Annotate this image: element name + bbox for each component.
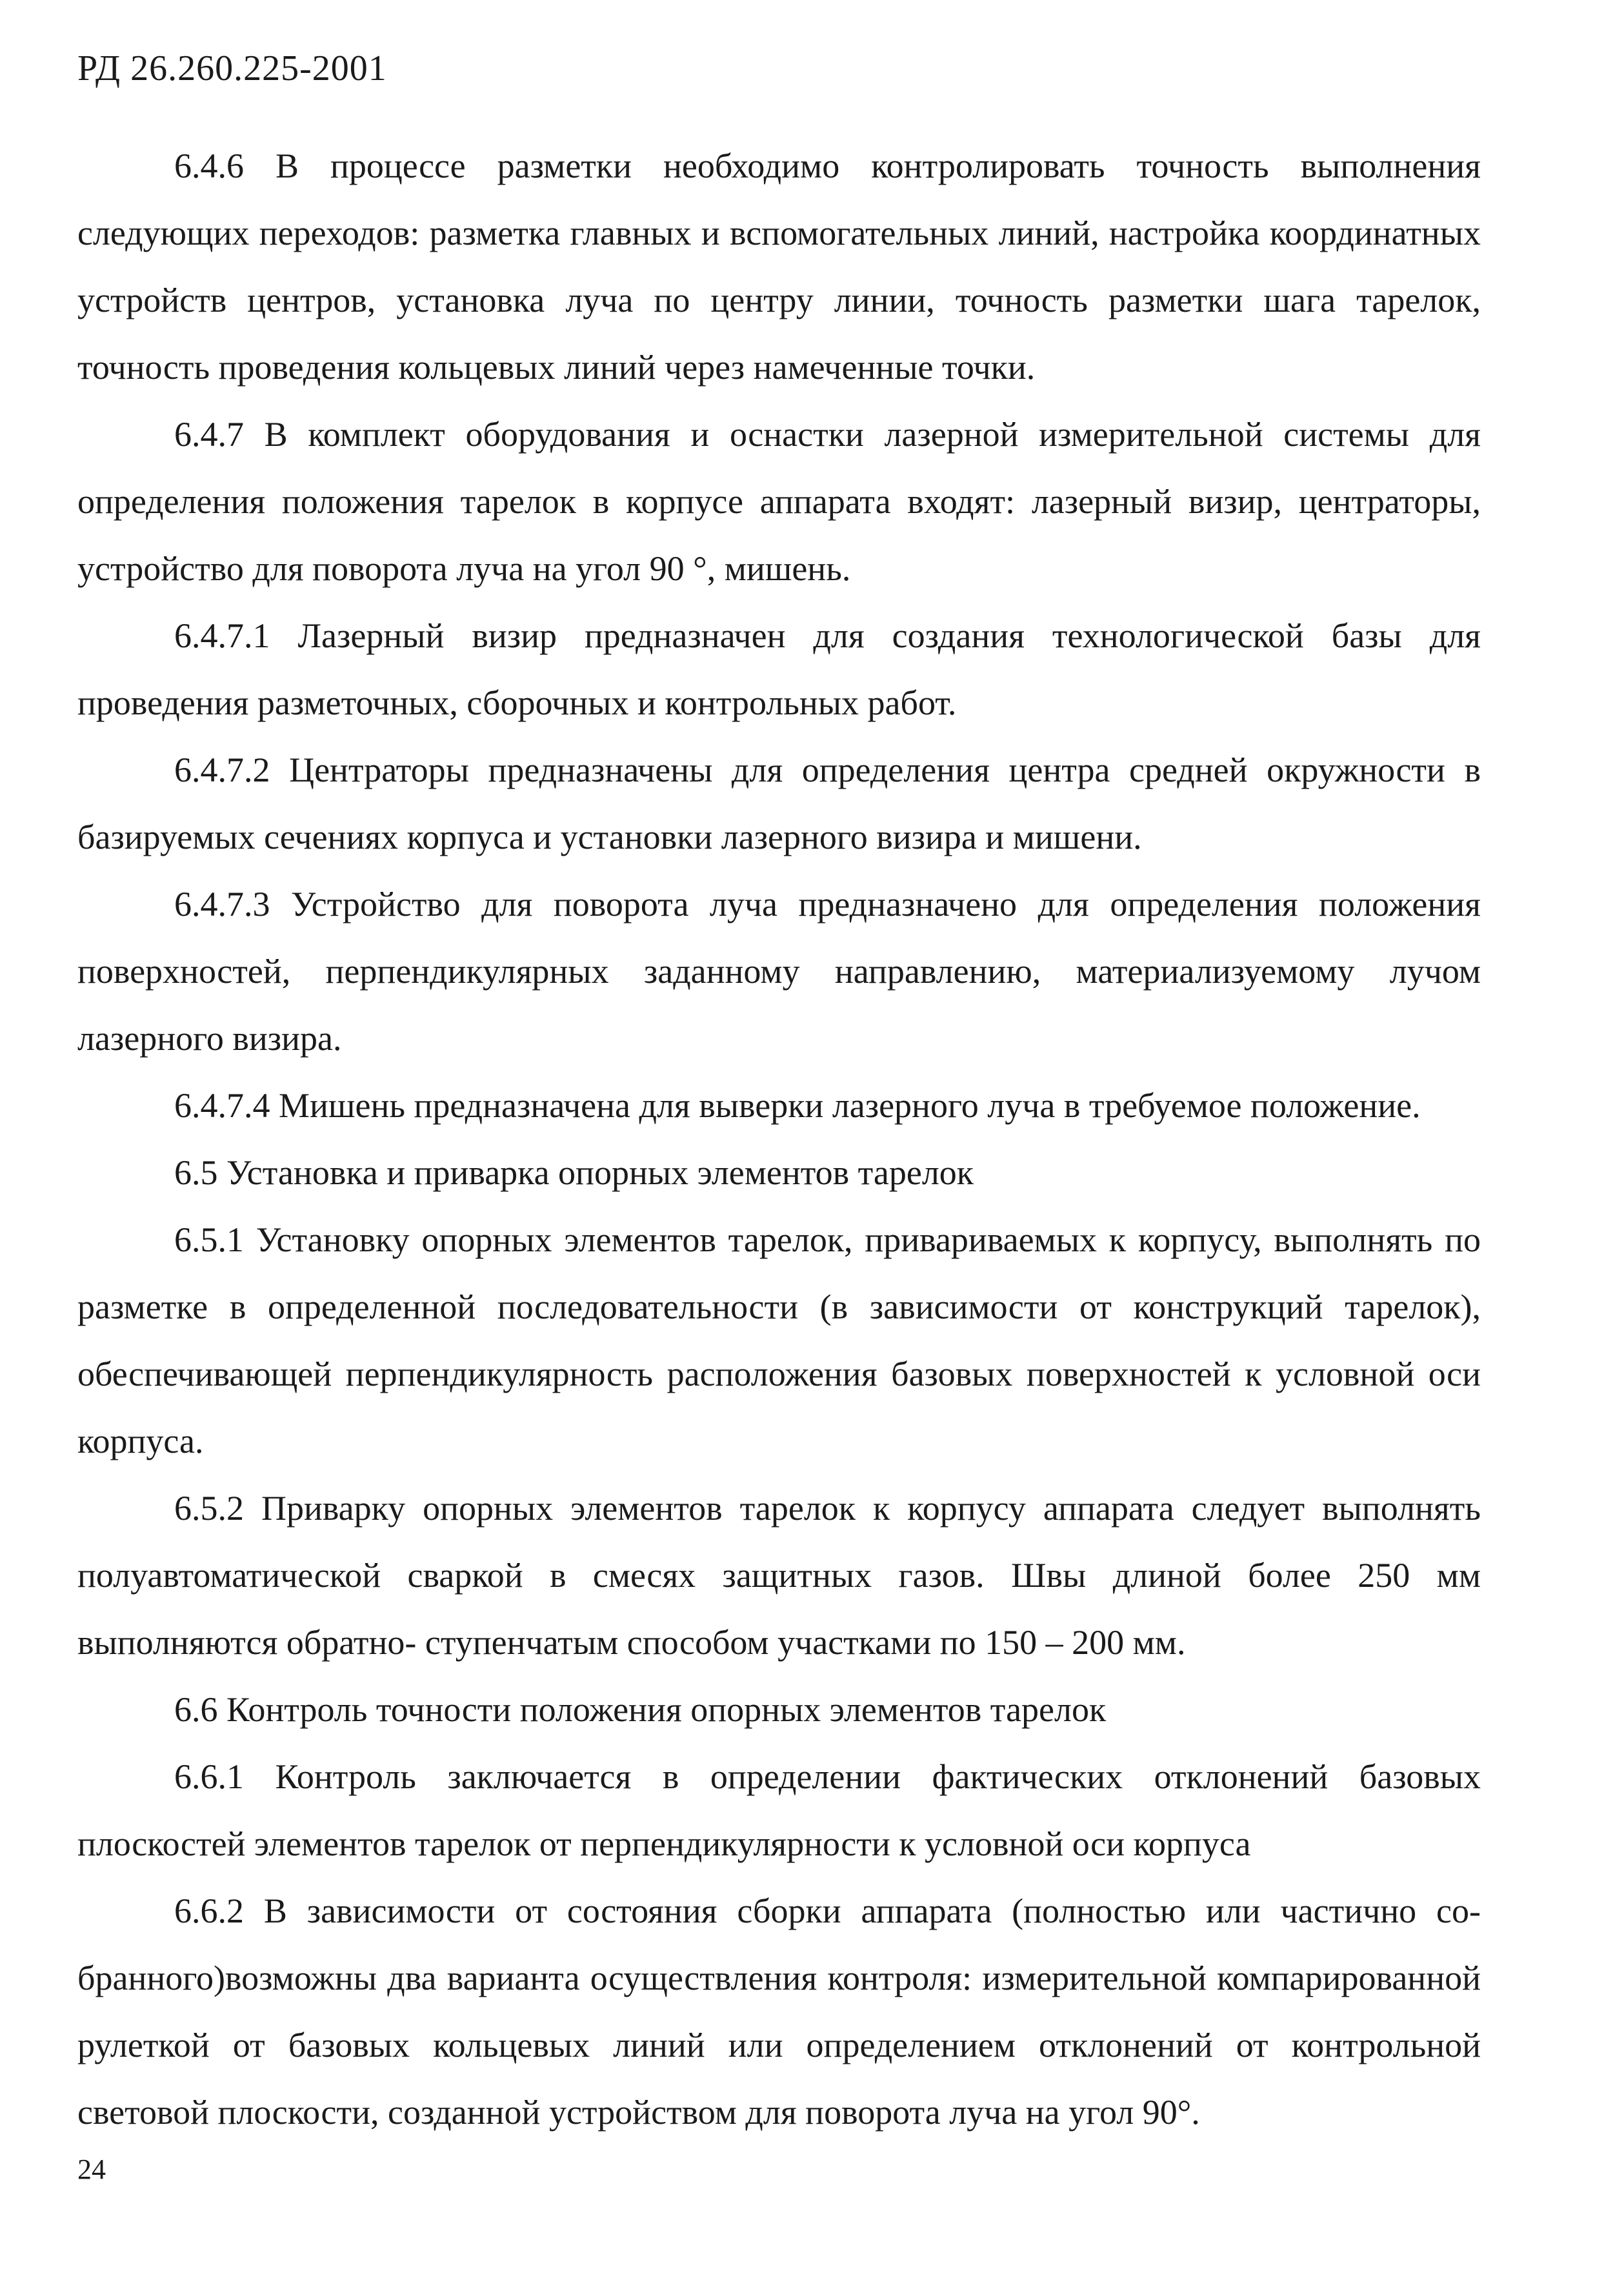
paragraph-6-6-1: 6.6.1 Контроль заключается в определении фактических отклонений базовых плоскостей элементов тарелок от перпендикулярности к условной оси корпуса	[77, 1757, 1481, 1863]
paragraph-6-4-7: 6.4.7 В комплект оборудования и оснастки лазерной измерительной системы для определения положения тарелок в корпусе аппарата входят: лазерный визир, центраторы, устройство для поворота луча на угол 90 °, мишень.	[77, 415, 1481, 588]
page-number: 24	[77, 2154, 106, 2185]
section-heading-6-6: 6.6 Контроль точности положения опорных элементов тарелок	[174, 1690, 1107, 1729]
paragraph-6-6-2: 6.6.2 В зависимости от состояния сборки аппарата (полностью или частично собранного)возможны два варианта осуществления контроля: измерительной компарированной рулеткой от базовых кольцевых линий или определением отклонений от контрольной световой плоскости, созданной устройством для поворота луча на угол 90°.	[77, 1892, 1481, 2132]
paragraph-6-4-7-3: 6.4.7.3 Устройство для поворота луча предназначено для определения положения поверхностей, перпендикулярных заданному направлению, материализуемому лучом лазерного визира.	[77, 885, 1481, 1058]
section-heading-6-5: 6.5 Установка и приварка опорных элементов тарелок	[174, 1153, 974, 1192]
document-header: РД 26.260.225-2001	[77, 48, 387, 88]
paragraph-6-4-7-4: 6.4.7.4 Мишень предназначена для выверки лазерного луча в требуемое положение.	[174, 1086, 1421, 1125]
paragraph-6-4-7-2: 6.4.7.2 Центраторы предназначены для определения центра средней окружности в базируемых сечениях корпуса и установки лазерного визира и мишени.	[77, 751, 1481, 856]
paragraph-6-5-2: 6.5.2 Приварку опорных элементов тарелок к корпусу аппарата следует выполнять полуавтоматической сваркой в смесях защитных газов. Швы длиной более 250 мм выполняются обратно- ступенчатым способом участками по 150 – 200 мм.	[77, 1489, 1481, 1662]
paragraph-6-4-6: 6.4.6 В процессе разметки необходимо контролировать точность выполнения следующих переходов: разметка главных и вспомогательных линий, настройка координатных устройств центров, установка луча по центру линии, точность разметки шага тарелок, точность проведения кольцевых линий через намеченные точки.	[77, 146, 1481, 387]
paragraph-6-5-1: 6.5.1 Установку опорных элементов тарелок, привариваемых к корпусу, выполнять по разметке в определенной последовательности (в зависимости от конструкций тарелок), обеспечивающей перпендикулярность расположения базовых поверхностей к условной оси корпуса.	[77, 1220, 1481, 1460]
paragraph-6-4-7-1: 6.4.7.1 Лазерный визир предназначен для создания технологической базы для проведения разметочных, сборочных и контрольных работ.	[77, 616, 1481, 722]
document-body	[77, 132, 1481, 2146]
